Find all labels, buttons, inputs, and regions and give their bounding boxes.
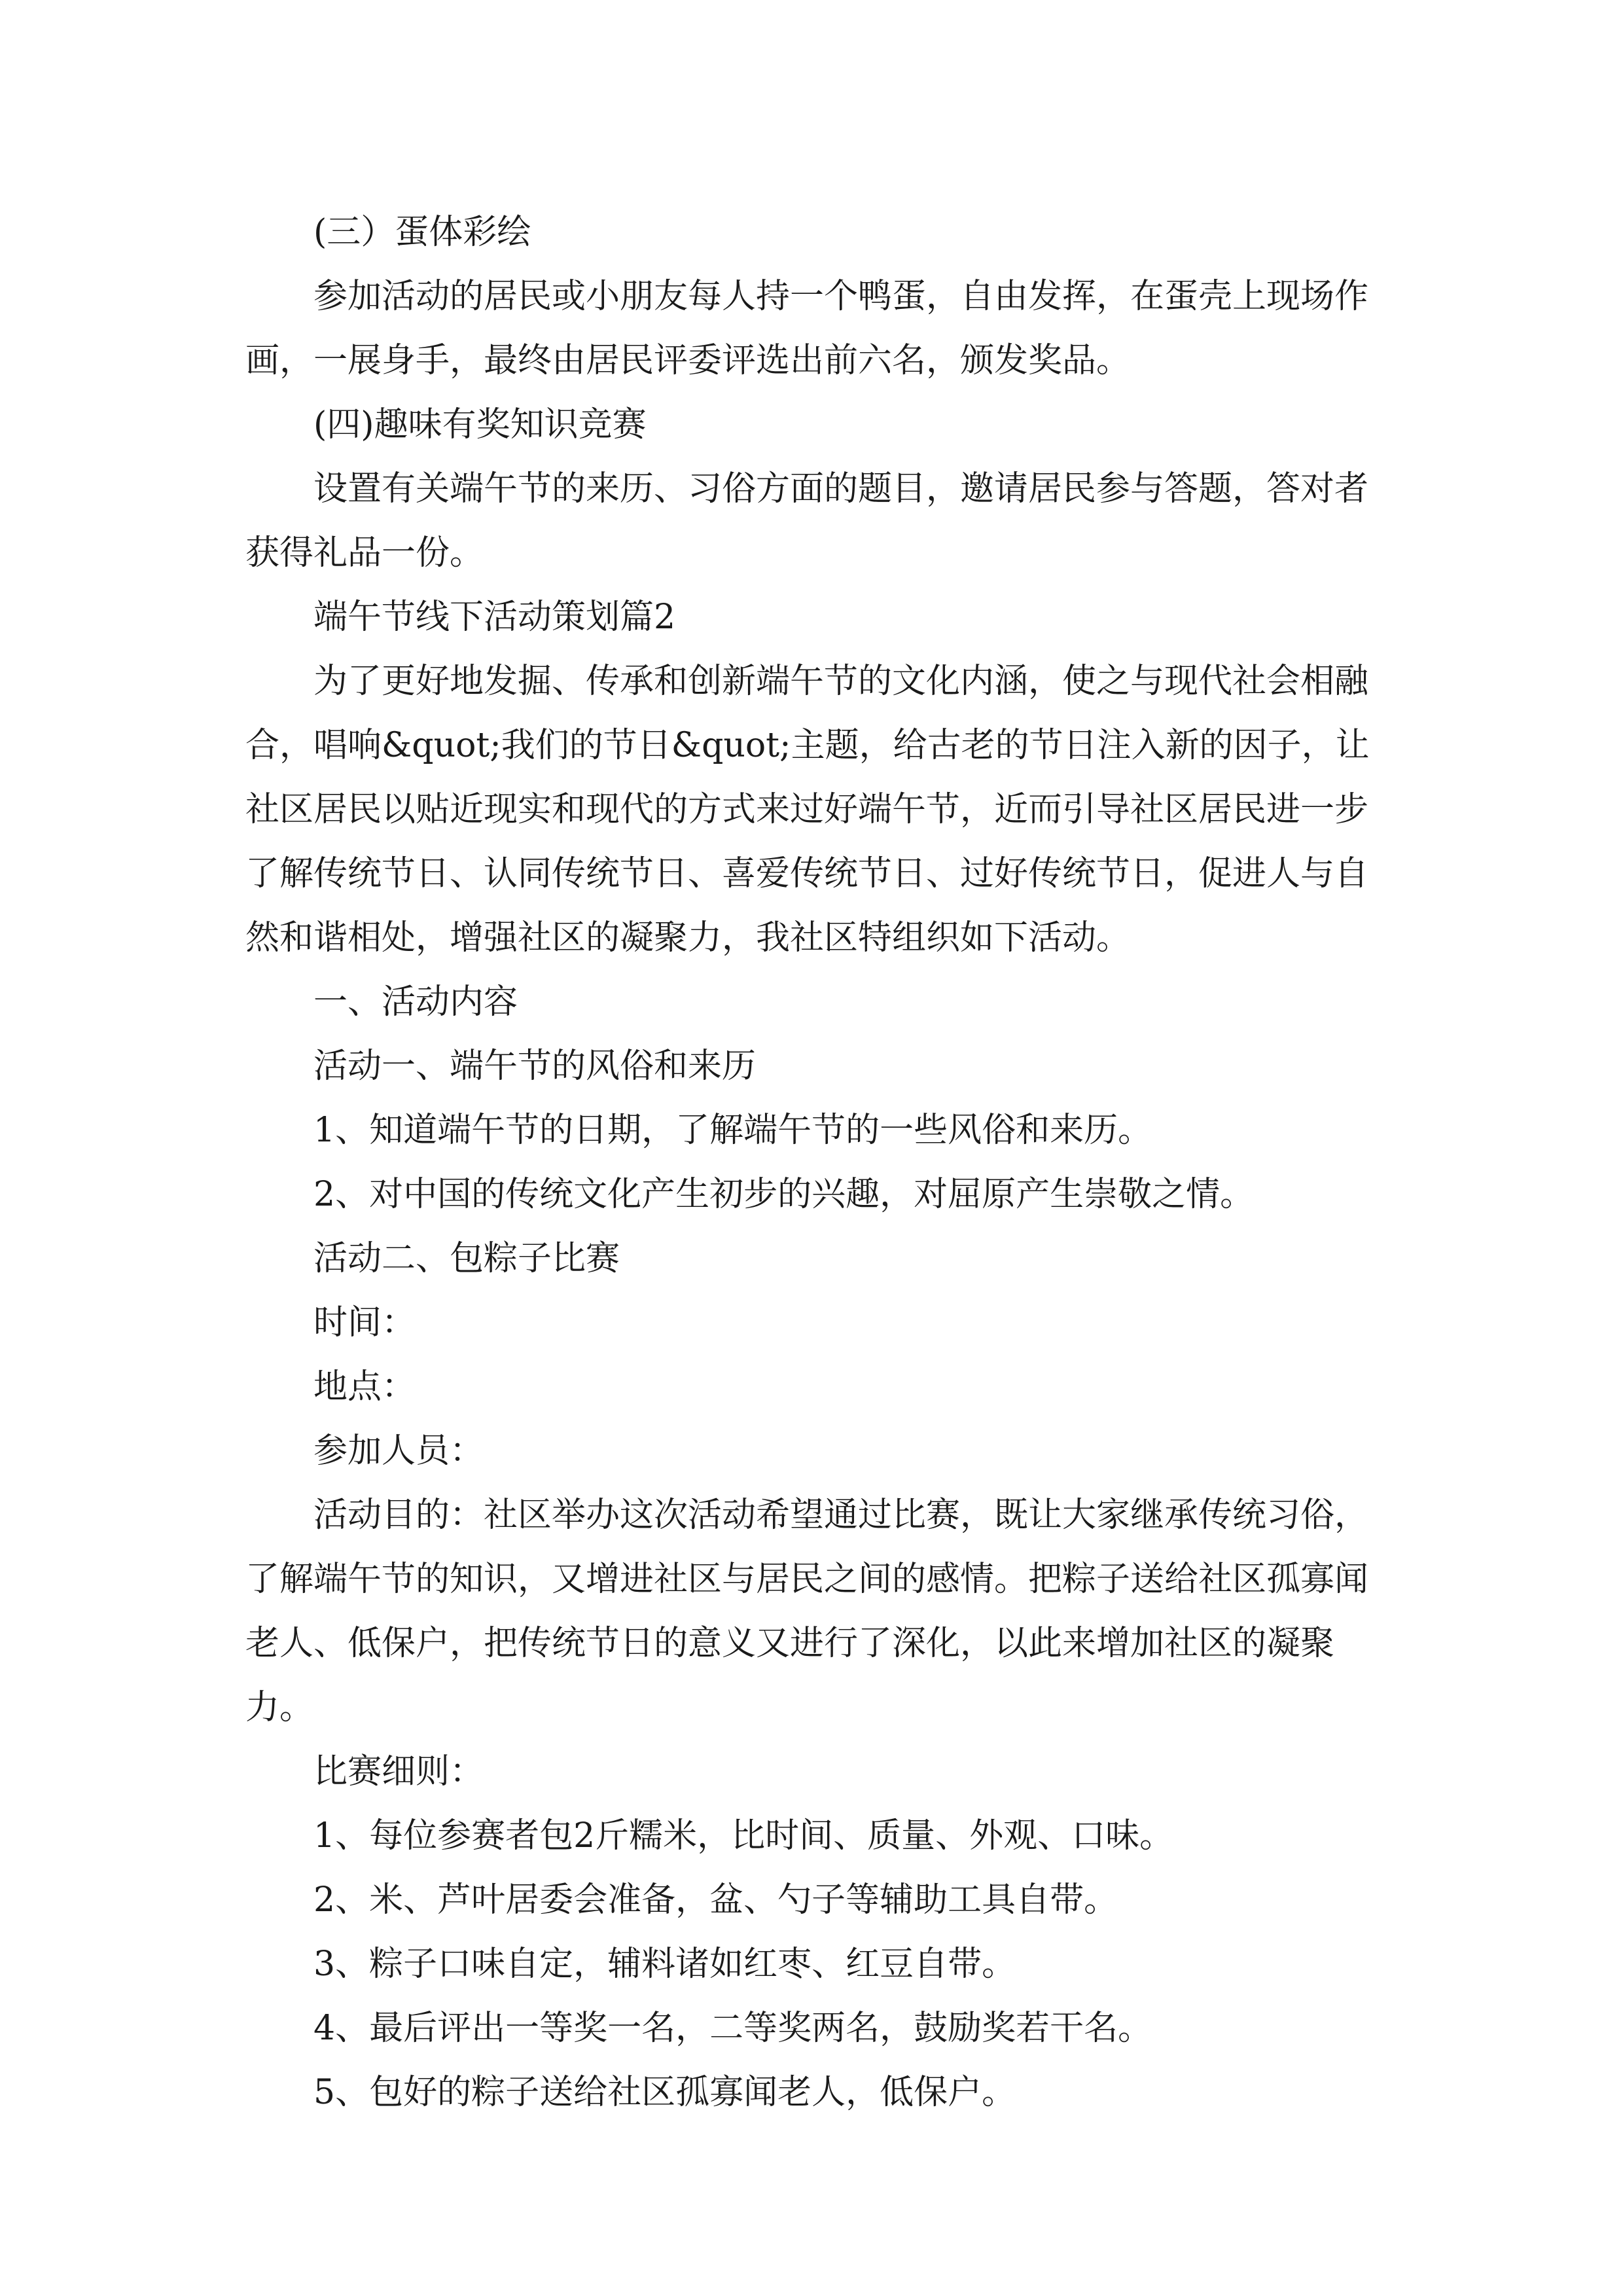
paragraph-intro: 为了更好地发掘、传承和创新端午节的文化内涵，使之与现代社会相融合，唱响&quot;我们的节日&quot;主题，给古老的节日注入新的因子，让社区居民以贴近现实和现代的方式来过好端午节，近而引导社区居民进一步了解传统节日、认同传统节日、喜爱传统节日、过好传统节日，促进人与自然和谐相处，增强社区的凝聚力，我社区特组织如下活动。 [245, 662, 1370, 958]
article-title-part-2: 端午节线下活动策划篇2 [313, 598, 676, 637]
activity-two-heading: 活动二、包粽子比赛 [313, 1239, 620, 1278]
list-item: 5、包好的粽子送给社区孤寡闻老人，低保户。 [313, 2073, 1016, 2112]
section-heading-activity-content: 一、活动内容 [313, 982, 518, 1022]
section-heading-quiz: (四)趣味有奖知识竞赛 [313, 405, 647, 444]
rules-heading: 比赛细则： [313, 1752, 484, 1791]
list-item: 1、每位参赛者包2斤糯米，比时间、质量、外观、口味。 [313, 1816, 1174, 1856]
participants-label: 参加人员： [313, 1431, 484, 1471]
list-item: 2、对中国的传统文化产生初步的兴趣，对屈原产生崇敬之情。 [313, 1175, 1255, 1214]
location-label: 地点： [313, 1367, 416, 1407]
paragraph-quiz: 设置有关端午节的来历、习俗方面的题目，邀请居民参与答题，答对者获得礼品一份。 [245, 469, 1369, 573]
paragraph-purpose: 活动目的：社区举办这次活动希望通过比赛，既让大家继承传统习俗，了解端午节的知识，又增进社区与居民之间的感情。把粽子送给社区孤寡闻老人、低保户，把传统节日的意义又进行了深化，以此来增加社区的凝聚力。 [245, 1496, 1369, 1727]
document-body [245, 200, 1384, 2125]
section-heading-egg-painting: (三）蛋体彩绘 [313, 213, 531, 252]
activity-one-heading: 活动一、端午节的风俗和来历 [313, 1047, 757, 1086]
list-item: 4、最后评出一等奖一名，二等奖两名，鼓励奖若干名。 [313, 2009, 1152, 2048]
time-label: 时间： [313, 1303, 416, 1342]
list-item: 1、知道端午节的日期，了解端午节的一些风俗和来历。 [313, 1111, 1152, 1150]
paragraph-egg-painting: 参加活动的居民或小朋友每人持一个鸭蛋，自由发挥，在蛋壳上现场作画，一展身手，最终由居民评委评选出前六名，颁发奖品。 [245, 277, 1369, 380]
list-item: 3、粽子口味自定，辅料诸如红枣、红豆自带。 [313, 1945, 1016, 1984]
list-item: 2、米、芦叶居委会准备，盆、勺子等辅助工具自带。 [313, 1880, 1118, 1920]
